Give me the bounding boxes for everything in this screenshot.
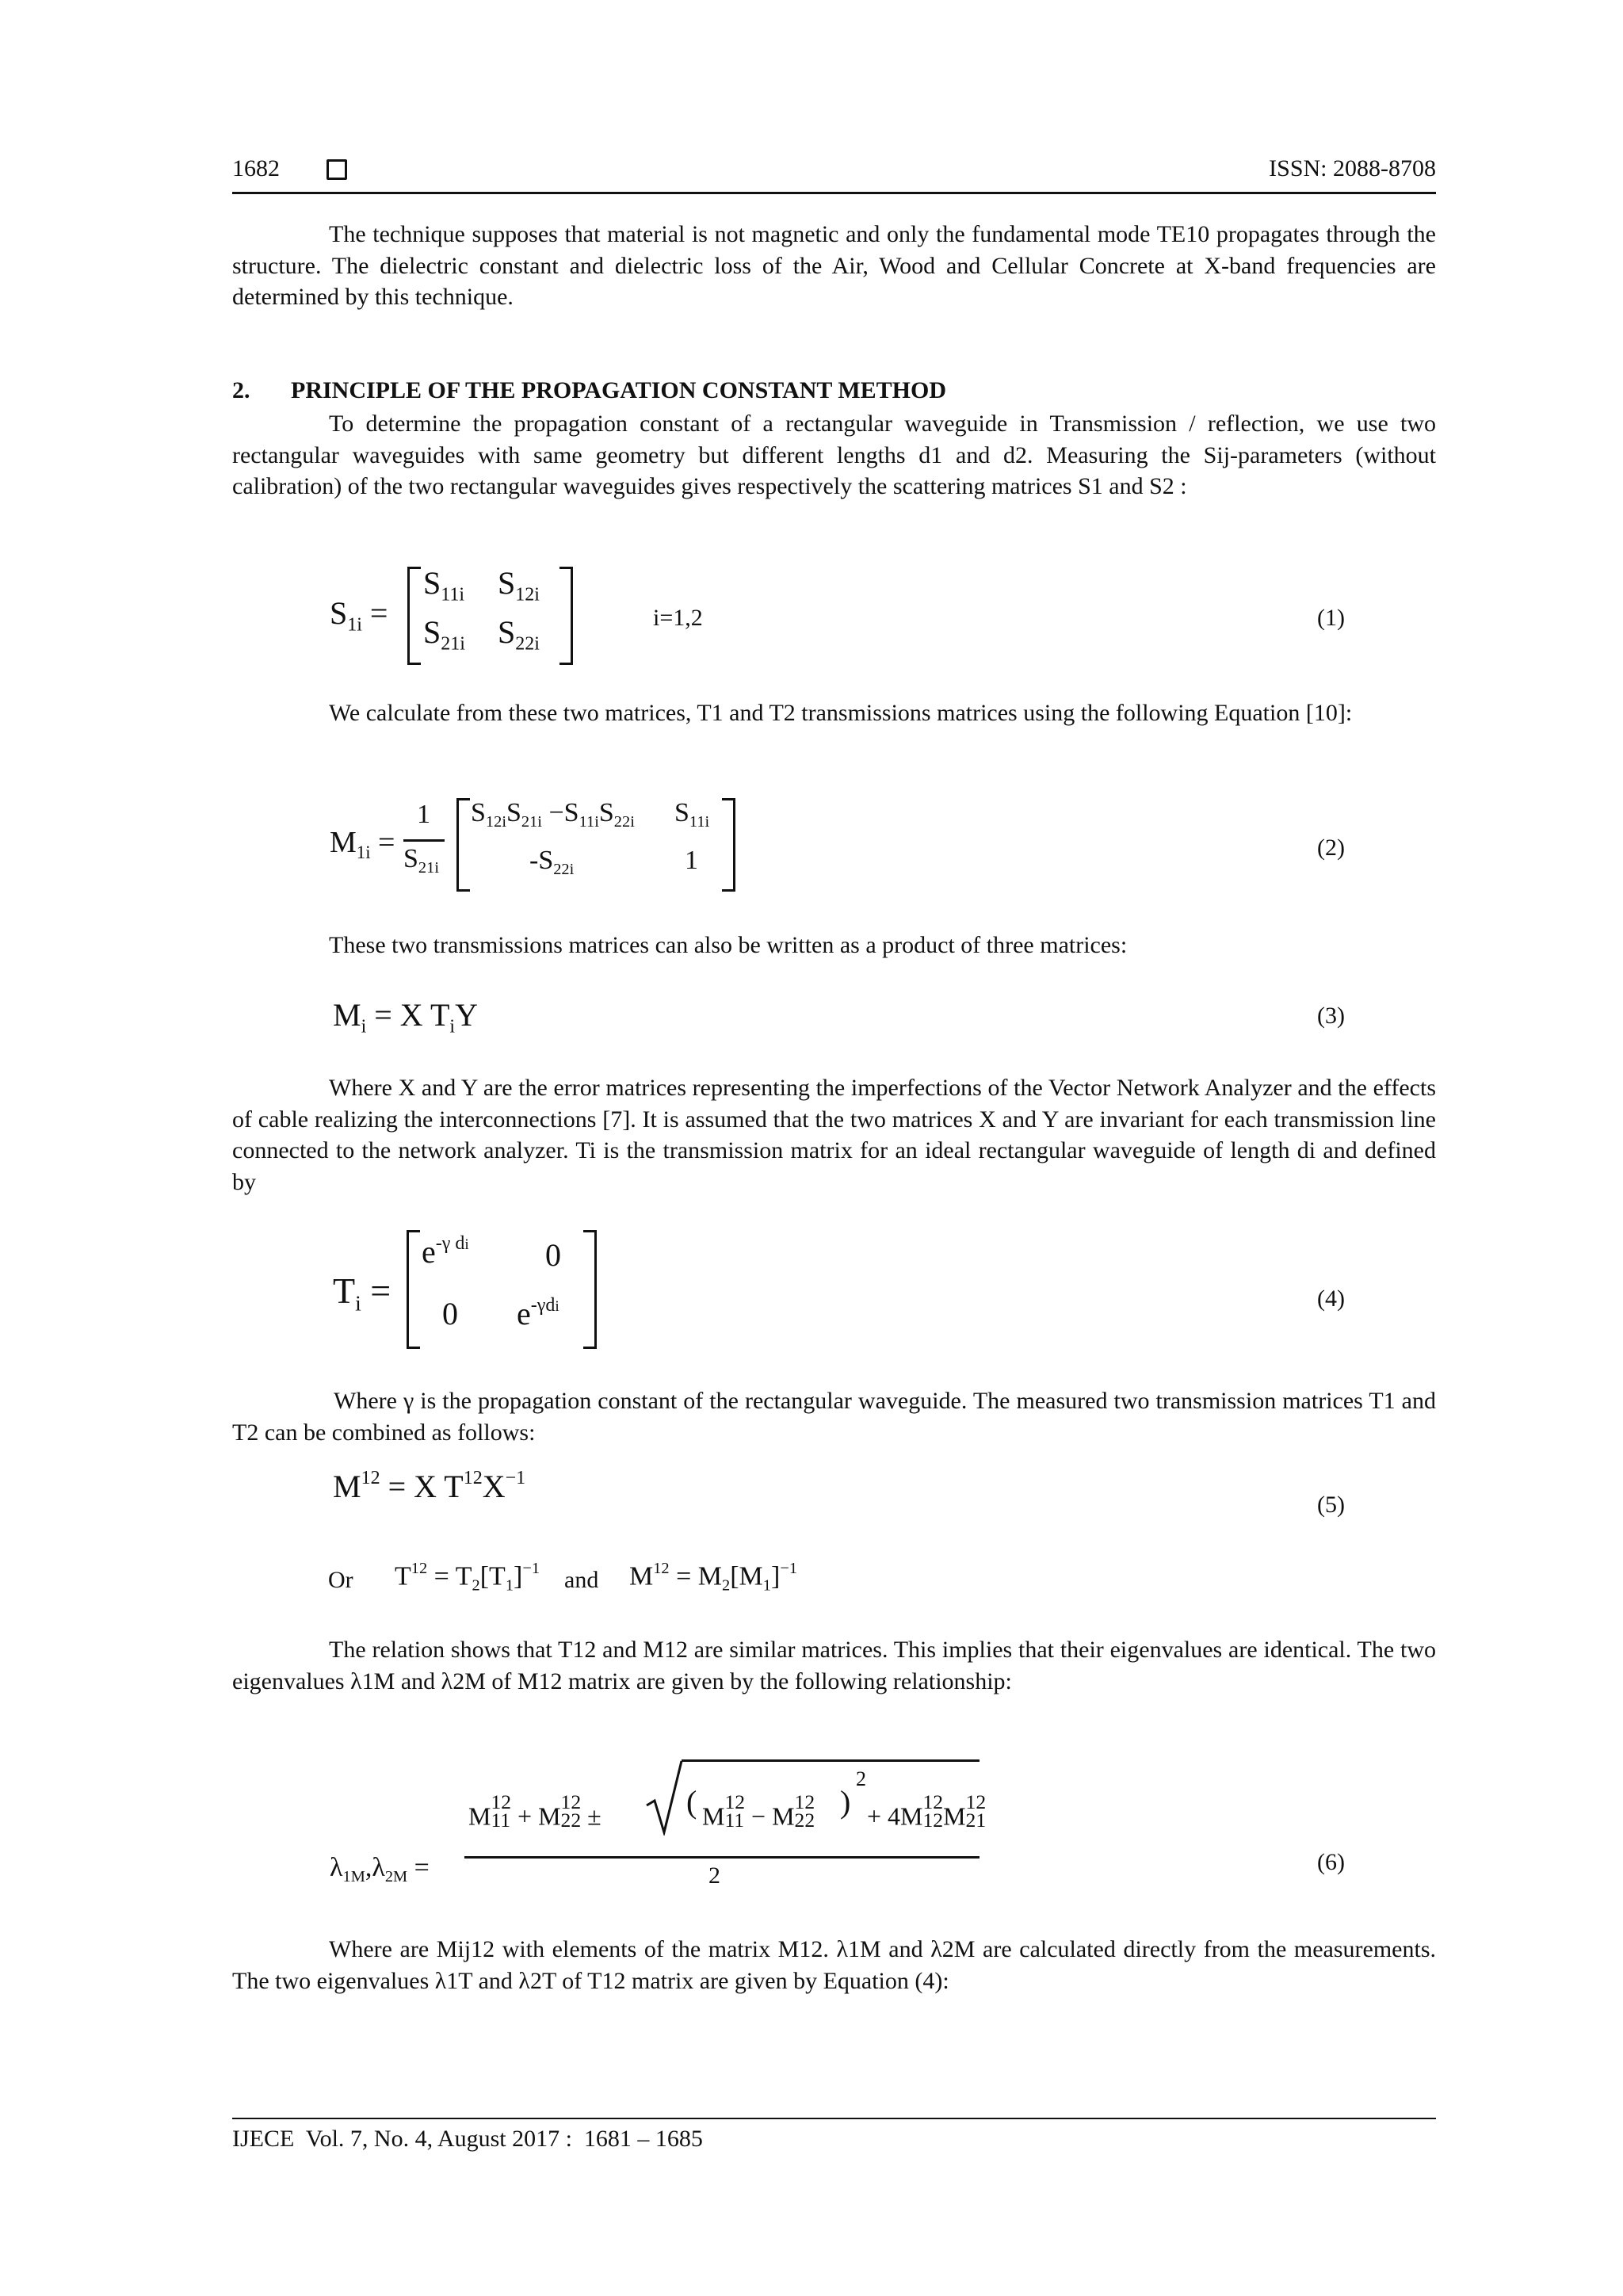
equation-4: $T_i$ = $e^{-\gamma di}$ 0 0 $e^{-\gamma di}$ <box>333 1228 602 1347</box>
radical-sign-icon <box>645 1759 685 1836</box>
paragraph-7: Where are Mij12 with elements of the matrix M12. λ1M and λ2M are calculated directly from the measurements. The two eigenvalues λ1T and λ2T of T12 matrix are given by Equation (4): <box>232 1936 1436 1994</box>
equation-1: $S_{1i}$ = $S_{11i}$ $S_{12i}$ $S_{21i}$ $S_{22i}$ <box>330 564 583 667</box>
checkbox-square-icon <box>327 159 347 180</box>
equation-4-number: (4) <box>1317 1286 1345 1312</box>
equation-5-or: Or <box>328 1567 353 1593</box>
equation-5-t12-relation: $T^{12} = T_2[T_1]^{-1}$ <box>395 1560 540 1595</box>
paragraph-1: To determine the propagation constant of a rectangular waveguide in Transmission / reflection, we use two rectangular waveguides with same geometry but different lengths d1 and d2. Measuring the Sij-parameters (without calibration) of the two rectangular waveguides gives respectively the scattering matrices S1 and S2 : <box>232 411 1436 499</box>
header-rule <box>232 192 1436 194</box>
page-number: 1682 <box>232 155 280 181</box>
footer-rule <box>232 2118 1436 2119</box>
equation-5-m12-relation: $M^{12} = M_2[M_1]^{-1}$ <box>629 1560 798 1595</box>
issn: ISSN: 2088-8708 <box>1269 155 1436 181</box>
equation-1-number: (1) <box>1317 605 1345 631</box>
equation-3: $M_i = X$ $T_iY$ <box>333 997 478 1037</box>
equation-3-number: (3) <box>1317 1003 1345 1029</box>
equation-5: $M^{12} = X$ $T^{12}X^{-1}$ <box>333 1468 526 1504</box>
paragraph-6: The relation shows that T12 and M12 are similar matrices. This implies that their eigenvalues are identical. The two eigenvalues λ1M and λ2M of M12 matrix are given by the following relationship: <box>232 1637 1436 1694</box>
paragraph-5: Where γ is the propagation constant of the rectangular waveguide. The measured two transmission matrices T1 and T2 can be combined as follows: <box>232 1388 1436 1446</box>
paragraph-3: These two transmissions matrices can also be written as a product of three matrices: <box>329 932 1128 958</box>
radical-bar <box>682 1759 980 1762</box>
equation-2-number: (2) <box>1317 835 1345 861</box>
intro-paragraph: The technique supposes that material is not magnetic and only the fundamental mode TE10 propagates through the structure. The dielectric constant and dielectric loss of the Air, Wood and Cellular Concrete at X-band frequencies are determined by this technique. <box>232 221 1436 310</box>
equation-5-number: (5) <box>1317 1492 1345 1518</box>
section-title: PRINCIPLE OF THE PROPAGATION CONSTANT METHOD <box>291 377 947 403</box>
equation-1-condition: i=1,2 <box>653 605 703 631</box>
footer-citation: IJECE Vol. 7, No. 4, August 2017 : 1681 – 1685 <box>232 2126 703 2152</box>
equation-6-number: (6) <box>1317 1849 1345 1875</box>
paragraph-4: Where X and Y are the error matrices representing the imperfections of the Vector Network Analyzer and the effects of cable realizing the interconnections [7]. It is assumed that the two matrices X and Y are invariant for each transmission line connected to the network analyzer. Ti is the transmission matrix for an ideal rectangular waveguide of length di and defined by <box>232 1075 1436 1195</box>
section-number: 2. <box>232 377 250 403</box>
equation-2: $M_{1i}$ = 1 $S_{21i}$ $S_{12i}S_{21i} -S_{11i}S_{22i}$ $S_{11i}$ $-S_{22i}$ 1 <box>330 795 742 898</box>
equation-6: $\lambda_{1M},\lambda_{2M}$ = M12 11 + M12 22 ± ( M12 11 − M12 22 ) 2 + 4M12 12M12 21 2 <box>330 1758 964 1908</box>
paragraph-2: We calculate from these two matrices, T1 and T2 transmissions matrices using the following Equation [10]: <box>329 700 1353 726</box>
equation-5-and: and <box>564 1567 599 1593</box>
